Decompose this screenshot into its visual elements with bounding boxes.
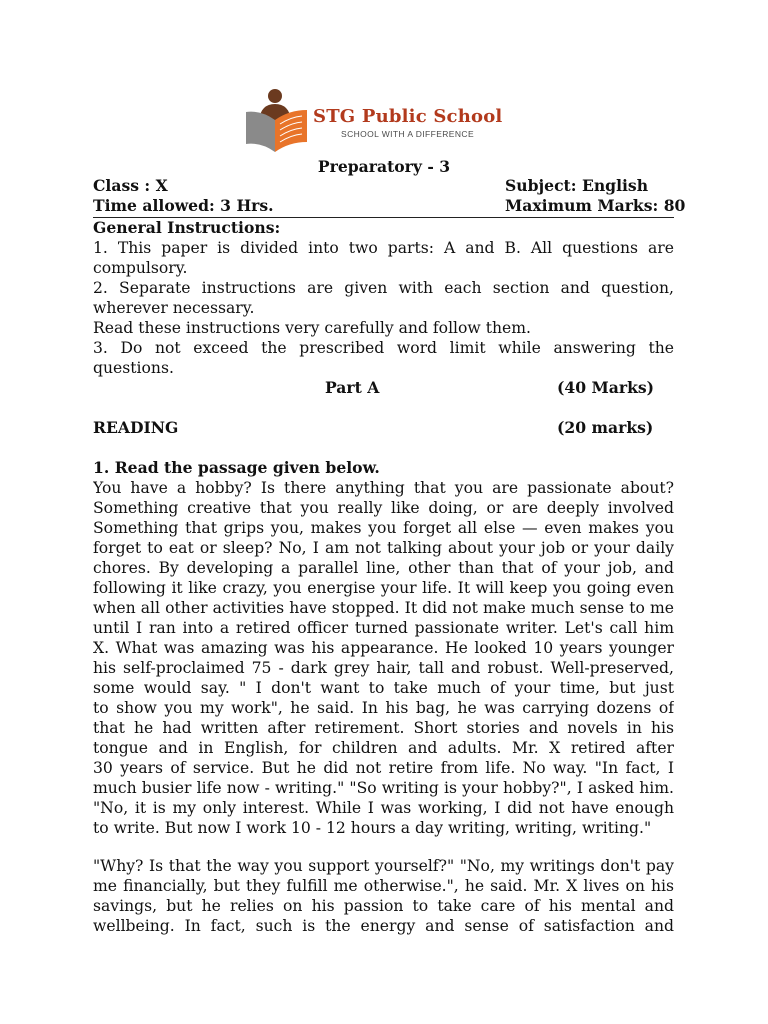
time-allowed: Time allowed: 3 Hrs. xyxy=(93,196,274,215)
passage-line: chores. By developing a parallel line, other than that of your job, and xyxy=(93,559,674,577)
class-label: Class : X xyxy=(93,176,168,195)
passage-line: that he had written after retirement. Short stories and novels in his xyxy=(93,719,674,737)
passage-line: to show you my work", he said. In his bag, he was carrying dozens of xyxy=(93,699,674,717)
passage-line: when all other activities have stopped. It did not make much sense to me xyxy=(93,599,674,617)
passage-line: Something that grips you, makes you forget all else — even makes you xyxy=(93,519,674,537)
part-marks: (40 Marks) xyxy=(557,378,655,397)
subject-label: Subject: English xyxy=(505,176,649,195)
school-tagline: SCHOOL WITH A DIFFERENCE xyxy=(341,129,475,139)
meta-row-time xyxy=(93,196,686,216)
passage-line: until I ran into a retired officer turned passionate writer. Let's call him xyxy=(93,619,674,637)
instruction-item: 2. Separate instructions are given with each section and question, wherever necessary. xyxy=(93,279,674,317)
meta-row-class xyxy=(93,176,674,196)
maximum-marks: Maximum Marks: 80 xyxy=(505,196,686,215)
reader-with-book-icon xyxy=(243,86,313,154)
passage-line: some would say. " I don't want to take much of your time, but just xyxy=(93,679,674,697)
passage-line: Something creative that you really like doing, or are deeply involved xyxy=(93,499,674,517)
passage-line: tongue and in English, for children and adults. Mr. X retired after xyxy=(93,739,674,757)
passage-line: "No, it is my only interest. While I was working, I did not have enough xyxy=(93,799,674,817)
passage-line: 30 years of service. But he did not retire from life. No way. "In fact, I xyxy=(93,759,674,777)
reading-label: READING xyxy=(93,418,179,437)
general-instructions xyxy=(93,218,674,378)
passage-line: following it like crazy, you energise your life. It will keep you going even xyxy=(93,579,674,597)
passage-line: me financially, but they fulfill me otherwise.", he said. Mr. X lives on his xyxy=(93,877,674,895)
question-heading: 1. Read the passage given below. xyxy=(93,458,380,477)
instruction-item: 1. This paper is divided into two parts: A and B. All questions are compulsory. xyxy=(93,239,674,277)
school-name: STG Public School xyxy=(313,106,503,127)
passage-line: You have a hobby? Is there anything that you are passionate about? xyxy=(93,479,674,497)
passage-line: wellbeing. In fact, such is the energy and sense of satisfaction and xyxy=(93,917,674,935)
passage-line: "Why? Is that the way you support yourself?" "No, my writings don't pay xyxy=(93,857,674,875)
passage-paragraph-2 xyxy=(93,856,674,936)
school-logo xyxy=(243,86,503,154)
instruction-item: 3. Do not exceed the prescribed word limit while answering the questions. xyxy=(93,339,674,377)
passage-paragraph-1 xyxy=(93,478,674,838)
instruction-item: Read these instructions very carefully and follow them. xyxy=(93,319,532,337)
instructions-heading: General Instructions: xyxy=(93,218,281,237)
passage-line: forget to eat or sleep? No, I am not talking about your job or your daily xyxy=(93,539,674,557)
passage-line: his self-proclaimed 75 - dark grey hair, tall and robust. Well-preserved, xyxy=(93,659,674,677)
passage-line: savings, but he relies on his passion to take care of his mental and xyxy=(93,897,674,915)
exam-title: Preparatory - 3 xyxy=(317,157,451,176)
passage-line: much busier life now - writing." "So writing is your hobby?", I asked him. xyxy=(93,779,674,797)
reading-marks: (20 marks) xyxy=(557,418,654,437)
passage-line: to write. But now I work 10 - 12 hours a day writing, writing, writing." xyxy=(93,819,652,837)
passage-line: X. What was amazing was his appearance. He looked 10 years younger xyxy=(93,639,674,657)
part-label: Part A xyxy=(325,378,380,397)
